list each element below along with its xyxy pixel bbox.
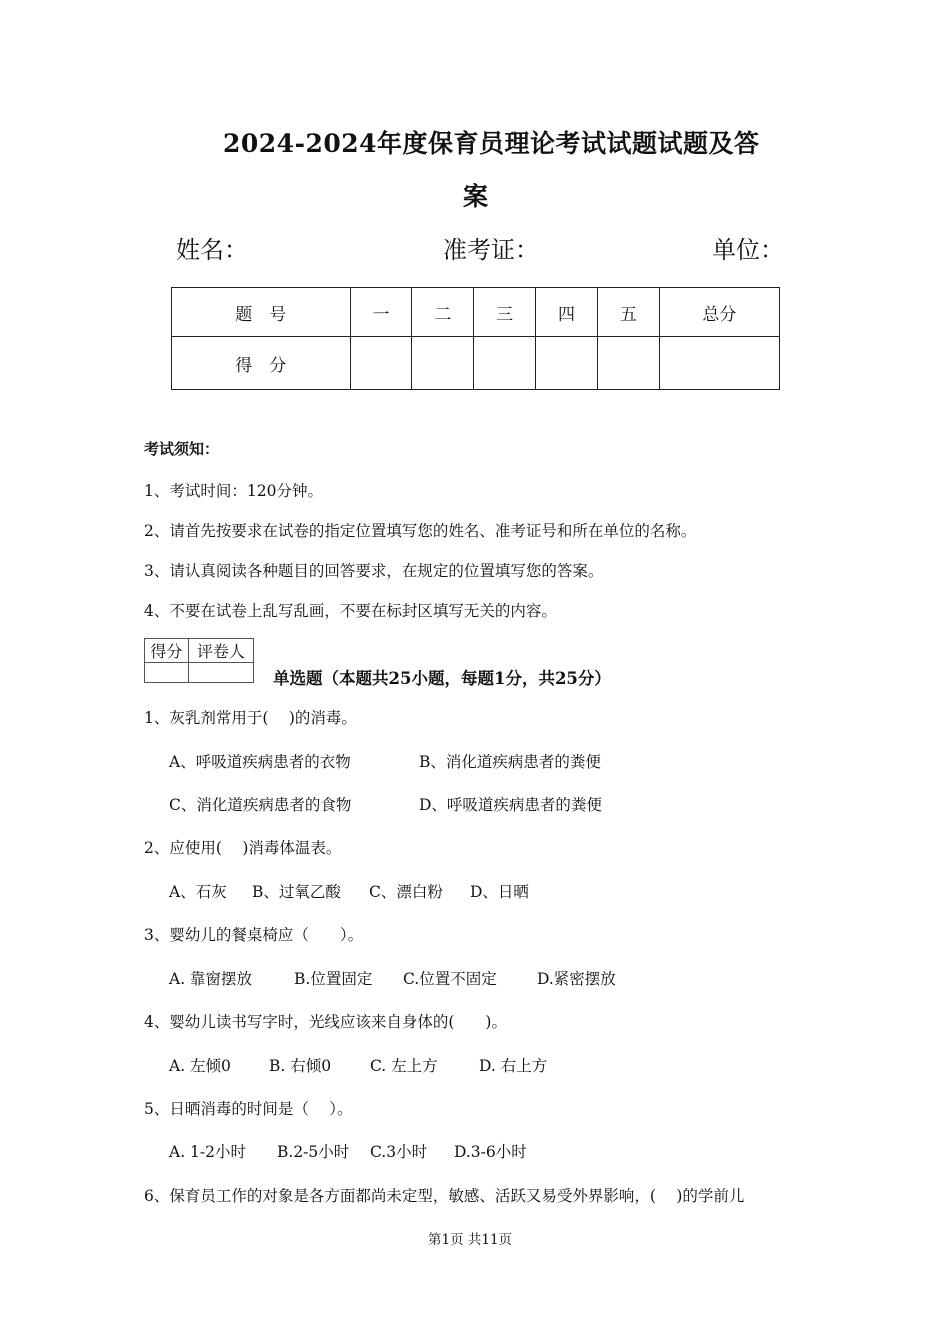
score-table-col-1: 一 [350,288,412,337]
score-table-col-2: 二 [412,288,474,337]
question-5-option-b: B.2-5小时 [277,1143,350,1161]
score-table-col-4: 四 [536,288,598,337]
question-1-option-a: A、呼吸道疾病患者的衣物 [169,753,351,771]
question-3-stem: 3、婴幼儿的餐桌椅应（ ）。 [144,926,364,944]
grader-box [144,638,254,683]
question-4-option-a: A. 左倾0 [169,1057,231,1075]
score-table-row-label: 得 分 [172,337,351,390]
question-3-option-d: D.紧密摆放 [537,970,616,988]
notice-item-2: 2、请首先按要求在试卷的指定位置填写您的姓名、准考证号和所在单位的名称。 [144,522,697,540]
question-1-option-d: D、呼吸道疾病患者的粪便 [419,796,602,814]
page-title-line2: 案 [463,182,489,211]
score-table-col-3: 三 [474,288,536,337]
question-2-option-a: A、石灰 [169,883,227,901]
score-cell [659,337,779,390]
score-cell [350,337,412,390]
question-5-option-d: D.3-6小时 [454,1143,527,1161]
question-5-stem: 5、日晒消毒的时间是（ ）。 [144,1100,353,1118]
score-table-col-total: 总分 [659,288,779,337]
score-table [171,287,780,390]
question-1-option-b: B、消化道疾病患者的粪便 [419,753,601,771]
question-4-option-d: D. 右上方 [479,1057,548,1075]
question-3-option-a: A. 靠窗摆放 [169,970,253,988]
grader-box-score-label: 得分 [145,639,189,663]
notice-item-4: 4、不要在试卷上乱写乱画，不要在标封区填写无关的内容。 [144,602,557,620]
question-4-stem: 4、婴幼儿读书写字时，光线应该来自身体的( )。 [144,1013,507,1031]
page-title-line1: 2024-2024年度保育员理论考试试题试题及答 [223,129,760,158]
notice-heading: 考试须知： [144,440,220,458]
page-number: 第1页 共11页 [428,1232,513,1248]
score-table-header-label: 题 号 [172,288,351,337]
grader-box-grader-cell [188,663,253,683]
score-cell [412,337,474,390]
question-1-option-c: C、消化道疾病患者的食物 [169,796,352,814]
score-cell [536,337,598,390]
question-2-option-d: D、日晒 [470,883,529,901]
question-2-option-b: B、过氧乙酸 [252,883,341,901]
grader-box-grader-label: 评卷人 [188,639,253,663]
score-cell [474,337,536,390]
section-heading: 单选题（本题共25小题，每题1分，共25分） [273,669,611,688]
question-5-option-c: C.3小时 [370,1143,428,1161]
question-5-option-a: A. 1-2小时 [169,1143,247,1161]
question-1-stem: 1、灰乳剂常用于( )的消毒。 [144,709,357,727]
score-cell [597,337,659,390]
notice-item-1: 1、考试时间：120分钟。 [144,482,323,500]
score-table-header-row [172,288,780,337]
name-field-label: 姓名： [176,236,248,264]
grader-box-score-cell [145,663,189,683]
unit-field-label: 单位： [712,236,784,264]
question-4-option-b: B. 右倾0 [269,1057,332,1075]
question-2-option-c: C、漂白粉 [369,883,443,901]
question-2-stem: 2、应使用( )消毒体温表。 [144,839,342,857]
question-3-option-c: C.位置不固定 [403,970,497,988]
notice-item-3: 3、请认真阅读各种题目的回答要求，在规定的位置填写您的答案。 [144,562,604,580]
score-table-col-5: 五 [597,288,659,337]
question-6-stem: 6、保育员工作的对象是各方面都尚未定型，敏感、活跃又易受外界影响，( )的学前儿 [144,1187,745,1205]
question-3-option-b: B.位置固定 [294,970,373,988]
exam-id-field-label: 准考证： [443,236,539,264]
score-table-score-row [172,337,780,390]
question-4-option-c: C. 左上方 [370,1057,438,1075]
